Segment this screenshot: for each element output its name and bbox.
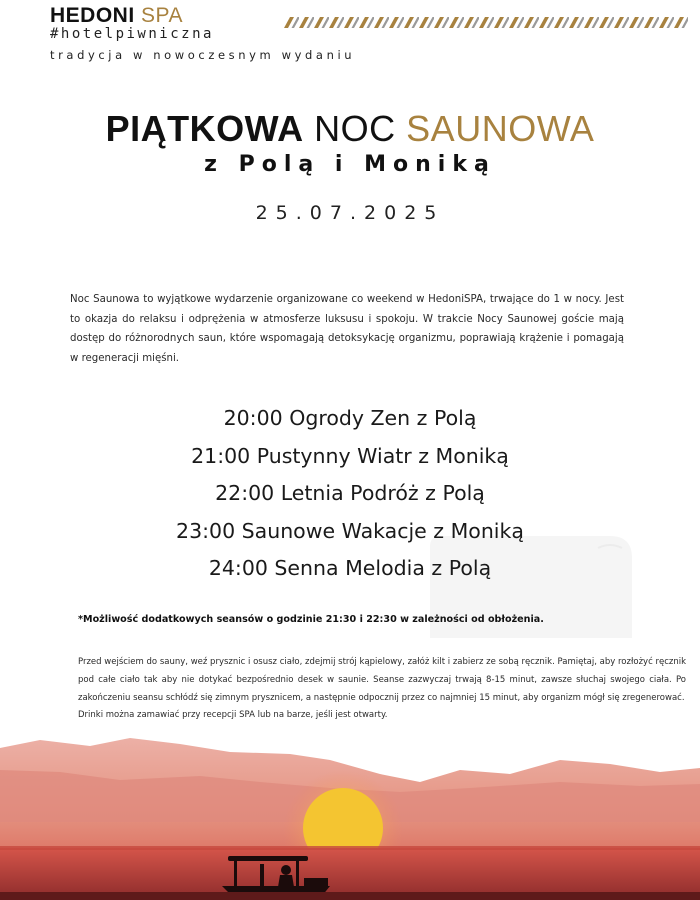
rules-paragraph: Przed wejściem do sauny, weź prysznic i osusz ciało, zdejmij strój kąpielowy, załóż kilt i zabierz ze sobą ręcznik. Pamiętaj, aby rozłożyć ręcznik pod całe ciało tak aby nie dotykać bezpośrednio desek w saunie. Seanse zazwyczaj trwają 8-15 minut, zawsze słuchaj swojego ciała. Po zakończeniu seansu schłódź się zimnym prysznicem, a następnie odpocznij przez co najmniej 15 minut, aby organizm mógł się zregenerować.	[78, 657, 686, 703]
hashtag: #hotelpiwniczna	[50, 26, 214, 42]
brand-logo	[50, 4, 183, 28]
schedule-item: 22:00 Letnia Podróż z Polą	[215, 481, 485, 505]
event-date: 25.07.2025	[255, 202, 445, 224]
sauna-rules	[78, 654, 686, 725]
event-title	[0, 108, 700, 150]
title-bold: PIĄTKOWA	[105, 108, 304, 149]
brand-name-bold: HEDONI	[50, 4, 135, 27]
tagline: tradycja w nowoczesnym wydaniu	[50, 48, 356, 62]
title-gold: SAUNOWA	[406, 108, 595, 149]
rules-paragraph: Drinki można zamawiać przy recepcji SPA lub na barze, jeśli jest otwarty.	[78, 710, 388, 721]
event-subtitle: z Polą i Moniką	[204, 152, 496, 177]
additional-sessions-note: *Możliwość dodatkowych seansów o godzinie 21:30 i 22:30 w zależności od obłożenia.	[78, 614, 544, 625]
schedule-item: 21:00 Pustynny Wiatr z Moniką	[191, 443, 509, 468]
schedule-item: 20:00 Ogrody Zen z Polą	[223, 406, 477, 430]
schedule-list	[0, 400, 700, 588]
sunset-boat-image	[0, 730, 700, 900]
title-mid: NOC	[314, 108, 396, 149]
brand-name-light: SPA	[141, 4, 183, 27]
intro-paragraph: Noc Saunowa to wyjątkowe wydarzenie organizowane co weekend w HedoniSPA, trwające do 1 w nocy. Jest to okazja do relaksu i odprężenia w atmosferze luksusu i spokoju. W trakcie Nocy Saunowej goście mają dostęp do różnorodnych saun, które wspomagają detoksykację organizmu, poprawiają krążenie i pomagają w regeneracji mięśni.	[70, 294, 624, 364]
decorative-pattern	[284, 17, 688, 28]
schedule-item: 23:00 Saunowe Wakacje z Moniką	[176, 518, 524, 543]
schedule-item: 24:00 Senna Melodia z Polą	[208, 556, 492, 580]
